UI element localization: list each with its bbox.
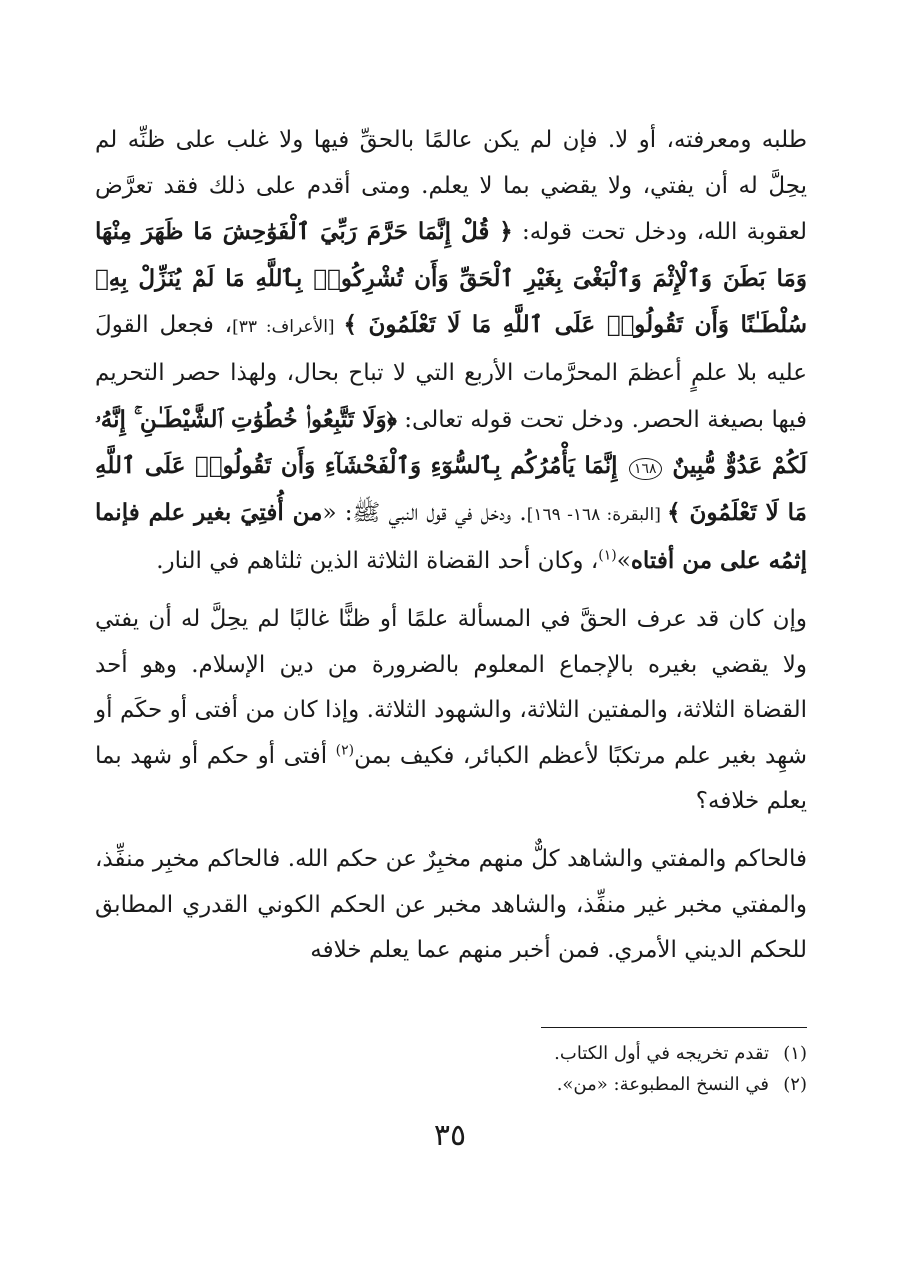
quran-verse-araf-33: ﴿ قُلْ إِنَّمَا حَرَّمَ رَبِّيَ ٱلْفَوَٰحِشَ مَا ظَهَرَ مِنْهَا وَمَا بَطَنَ وَٱلْإِثْمَ وَٱلْبَغْىَ بِغَيْرِ ٱلْحَقِّ وَأَن تُشْرِكُوا۟ بِٱللَّهِ مَا لَمْ يُنَزِّلْ بِهِۦ سُلْطَـٰنًا وَأَن تَقُولُوا۟ عَلَى ٱللَّهِ مَا لَا تَعْلَمُونَ ﴾ — [95, 218, 807, 339]
quran-verse-baqarah-168: ﴿وَلَا تَتَّبِعُوا۟ خُطُوَٰتِ ٱلشَّيْطَـٰنِ ۚ إِنَّهُۥ لَكُمْ عَدُوٌّ مُّبِينٌ — [95, 405, 807, 480]
footnote-number: (١) — [783, 1043, 807, 1064]
text-segment: أفتى أو حكم أو شهد بما يعلم خلافه؟ — [95, 742, 807, 815]
text-segment: فالحاكم والمفتي والشاهد كلٌّ منهم مخبِرٌ عن حكم الله. فالحاكم مخبِر منفِّذ، والمفتي مخبر غير منفِّذ، والشاهد مخبر عن الحكم الكوني القدري المطابق للحكم الديني الأمري. فمن أخبر منهم عما يعلم خلافه — [95, 845, 807, 964]
paragraph-1 — [95, 118, 807, 585]
paragraph-3 — [95, 837, 807, 974]
footnote-2 — [95, 1069, 807, 1100]
footnote-text: تقدم تخريجه في أول الكتاب. — [554, 1043, 769, 1064]
text-segment: طلبه ومعرفته، أو لا. فإن لم يكن عالمًا بالحقِّ فيها ولا غلب على ظنِّه لم يحِلَّ له أن يفتي، ولا يقضي بما لا يعلم. ومتى أقدم على ذلك فقد تعرَّض لعقوبة الله، ودخل تحت قوله: — [95, 127, 807, 246]
verse-reference-baqarah: [البقرة: ١٦٨- ١٦٩] — [526, 504, 668, 525]
main-text — [95, 118, 807, 974]
paragraph-2 — [95, 597, 807, 825]
text-segment: » — [616, 548, 631, 575]
footnote-ref-1[interactable]: (١) — [598, 547, 617, 564]
footnote-divider — [541, 1027, 807, 1028]
ayah-number-marker: ١٦٨ — [629, 458, 662, 480]
quran-verse-baqarah-169: إِنَّمَا يَأْمُرُكُم بِٱلسُّوٓءِ وَٱلْفَحْشَآءِ وَأَن تَقُولُوا۟ عَلَى ٱللَّهِ مَا لَا تَعْلَمُونَ ﴾ — [95, 452, 807, 526]
text-segment: ، فجعل القولَ عليه بلا علمٍ أعظمَ المحرَّمات الأربع التي لا تباح بحال، ولهذا حصر التحريم فيها بصيغة الحصر. ودخل تحت قوله تعالى: — [95, 312, 807, 433]
footnote-text: في النسخ المطبوعة: «من». — [556, 1074, 769, 1095]
footnote-1 — [95, 1038, 807, 1069]
page-number: ٣٥ — [433, 1118, 467, 1153]
text-segment: . ودخل في قول النبي ﷺ: « — [322, 499, 527, 526]
verse-reference-araf: [الأعراف: ٣٣] — [232, 317, 344, 338]
text-segment: وإن كان قد عرف الحقَّ في المسألة علمًا أو ظنًّا غالبًا لم يحِلَّ له أن يفتي ولا يقضي بغيره بالإجماع المعلوم بالضرورة من دين الإسلام. وهو أحد القضاة الثلاثة، والمفتين الثلاثة، والشهود الثلاثة. وإذا كان من أفتى أو حكَم أو شهِد بغير علم مرتكبًا لأعظم الكبائر، فكيف بمن — [95, 605, 808, 769]
footnote-number: (٢) — [783, 1074, 807, 1095]
hadith-quote: من أُفتِيَ بغير علم فإنما إثمُه على من أفتاه — [95, 498, 807, 575]
footnotes-section — [95, 1027, 807, 1100]
footnote-ref-2[interactable]: (٢) — [335, 742, 355, 759]
text-segment: ، وكان أحد القضاة الثلاثة الذين ثلثاهم في النار. — [156, 548, 599, 575]
